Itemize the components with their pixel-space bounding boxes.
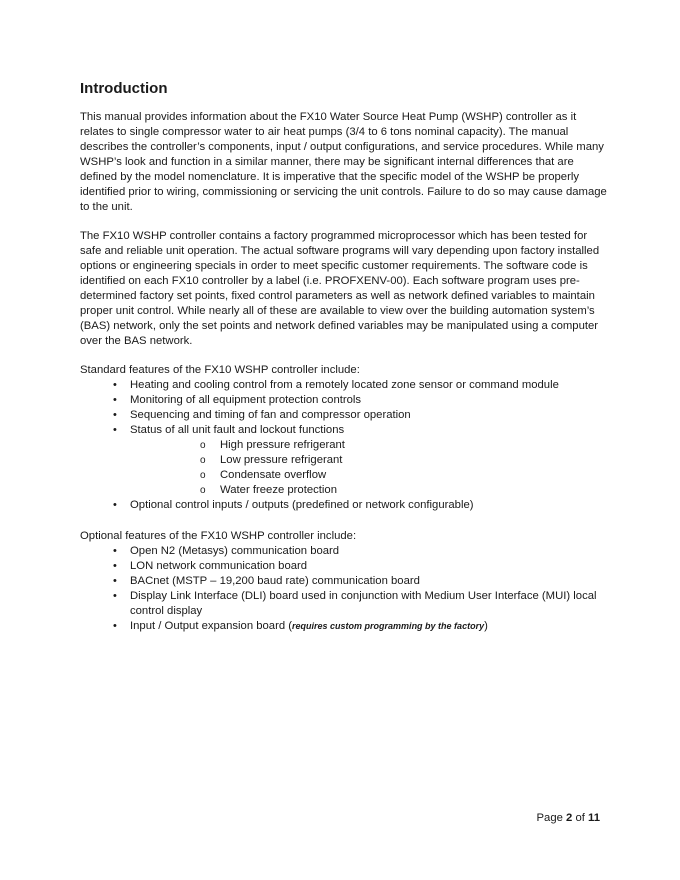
bullet-icon: •	[113, 590, 117, 602]
list-item: • Open N2 (Metasys) communication board	[113, 545, 340, 557]
fault-sublist	[130, 438, 610, 498]
list-item: • Optional control inputs / outputs (predefined or network configurable)	[113, 499, 474, 511]
total-pages: 11	[588, 812, 600, 824]
bullet-icon: •	[113, 499, 117, 511]
bullet-icon: •	[113, 575, 117, 587]
circle-bullet-icon: o	[200, 485, 206, 496]
list-item: • BACnet (MSTP – 19,200 baud rate) communication board	[113, 575, 420, 587]
factory-note: requires custom programming by the factory	[292, 621, 485, 631]
circle-bullet-icon: o	[200, 440, 206, 451]
list-item: • Sequencing and timing of fan and compressor operation	[113, 409, 411, 421]
bullet-icon: •	[113, 379, 117, 391]
optional-features-lead: Optional features of the FX10 WSHP controller include:	[80, 530, 357, 542]
list-item: • Heating and cooling control from a remotely located zone sensor or command module	[113, 379, 559, 391]
list-item: • Input / Output expansion board (requires custom programming by the factory)	[113, 620, 488, 632]
intro-paragraph-2: The FX10 WSHP controller contains a factory programmed microprocessor which has been tested for safe and reliable unit operation. The actual software programs will vary depending upon factory installed options or engineering specials in order to meet specific customer requirements. The software code is identified on each FX10 controller by a label (i.e. PROFXENV-00). Each software program uses pre-determined factory set points, fixed control parameters as well as network defined variables to maintain proper unit control. While nearly all of these are available to view over the building automation system’s (BAS) network, only the set points and network defined variables may be manipulated using a computer over the BAS network.	[80, 230, 600, 347]
sub-list-item: o Condensate overflow	[200, 469, 327, 481]
bullet-icon: •	[113, 409, 117, 421]
page-title: Introduction	[80, 80, 168, 97]
circle-bullet-icon: o	[200, 455, 206, 466]
intro-paragraph-1: This manual provides information about the FX10 Water Source Heat Pump (WSHP) controller as it relates to single compressor water to air heat pumps (3/4 to 6 tons nominal capacity). The manual describes the controller’s components, input / output configurations, and service procedures. While many WSHP’s look and function in a similar manner, there may be significant internal differences that are defined by the model nomenclature. It is imperative that the specific model of the WSHP be properly identified prior to wiring, commissioning or servicing the unit controls. Failure to do so may cause damage to the unit.	[80, 111, 607, 213]
document-page	[80, 80, 610, 650]
circle-bullet-icon: o	[200, 470, 206, 481]
sub-list-item: o Low pressure refrigerant	[200, 454, 343, 466]
bullet-icon: •	[113, 545, 117, 557]
bullet-icon: •	[113, 394, 117, 406]
sub-list-item: o High pressure refrigerant	[200, 439, 345, 451]
list-item: • LON network communication board	[113, 560, 308, 572]
bullet-icon: •	[113, 560, 117, 572]
sub-list-item: o Water freeze protection	[200, 484, 337, 496]
list-item: • Display Link Interface (DLI) board used in conjunction with Medium User Interface (MUI) local control display	[113, 590, 597, 617]
list-item: • Monitoring of all equipment protection controls	[113, 394, 362, 406]
current-page-number: 2	[566, 812, 573, 824]
bullet-icon: •	[113, 620, 117, 632]
page-footer: Page 2 of 11	[536, 812, 600, 824]
optional-features-list	[80, 544, 610, 634]
standard-features-list	[80, 378, 610, 513]
standard-features-lead: Standard features of the FX10 WSHP controller include:	[80, 364, 360, 376]
list-item: • Status of all unit fault and lockout functions o High pressure refrigerant o Low pressure refrigerant o Condensate overflow o Water freeze protection	[80, 423, 610, 498]
bullet-icon: •	[113, 424, 117, 436]
